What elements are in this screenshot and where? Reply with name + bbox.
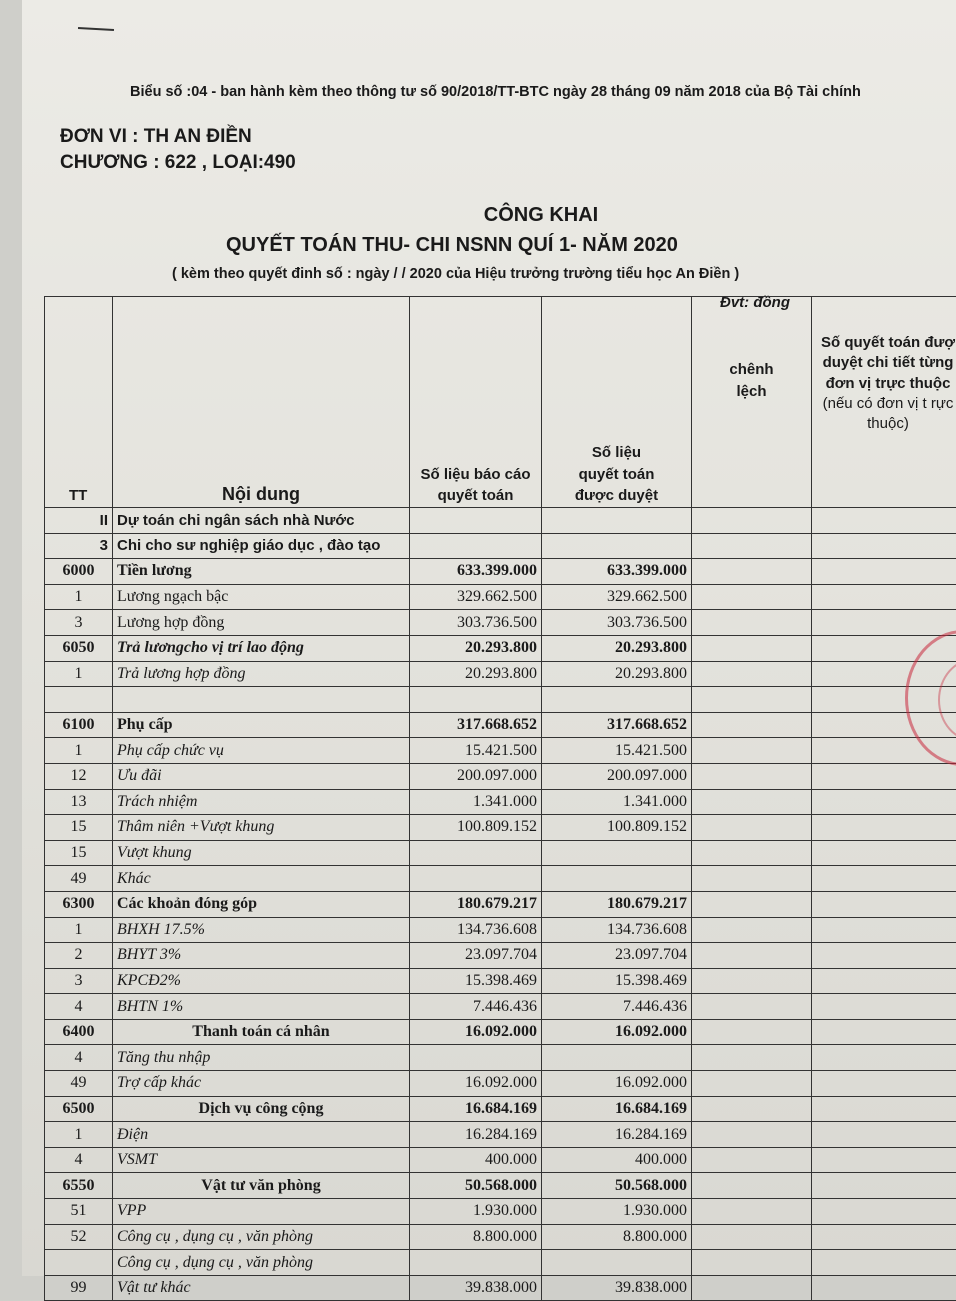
difference-value (692, 1173, 812, 1199)
reported-value: 50.568.000 (410, 1173, 542, 1199)
row-code: 4 (45, 1147, 113, 1173)
row-content: Dịch vụ công cộng (113, 1096, 410, 1122)
reported-value: 16.684.169 (410, 1096, 542, 1122)
row-code: 3 (45, 968, 113, 994)
row-content: Vật tư văn phòng (113, 1173, 410, 1199)
approved-value: 15.421.500 (542, 738, 692, 764)
table-row (45, 635, 956, 661)
approved-value: 134.736.608 (542, 917, 692, 943)
table-row (45, 891, 956, 917)
reported-value: 200.097.000 (410, 763, 542, 789)
approved-value: 400.000 (542, 1147, 692, 1173)
approved-value: 180.679.217 (542, 891, 692, 917)
reported-value: 134.736.608 (410, 917, 542, 943)
row-content: Trợ cấp khác (113, 1071, 410, 1097)
reported-value: 633.399.000 (410, 559, 542, 585)
difference-value (692, 1275, 812, 1301)
table-row (45, 687, 956, 713)
detail-value (812, 1122, 956, 1148)
row-code (45, 1250, 113, 1276)
approved-value (542, 866, 692, 892)
row-content: Thâm niên +Vượt khung (113, 815, 410, 841)
difference-value (692, 533, 812, 559)
settlement-table (44, 296, 956, 1301)
row-code: 1 (45, 661, 113, 687)
reported-value: 15.421.500 (410, 738, 542, 764)
table-row (45, 1173, 956, 1199)
row-content: VSMT (113, 1147, 410, 1173)
row-content: Tiền lương (113, 559, 410, 585)
reported-value: 16.284.169 (410, 1122, 542, 1148)
row-code: 13 (45, 789, 113, 815)
reported-value: 329.662.500 (410, 584, 542, 610)
difference-value (692, 891, 812, 917)
difference-value (692, 559, 812, 585)
difference-value (692, 635, 812, 661)
row-content: Dự toán chi ngân sách nhà Nước (113, 508, 410, 534)
detail-value (812, 1019, 956, 1045)
table-row (45, 610, 956, 636)
detail-value (812, 891, 956, 917)
approved-value: 303.736.500 (542, 610, 692, 636)
row-code: 6300 (45, 891, 113, 917)
difference-value (692, 687, 812, 713)
difference-value (692, 968, 812, 994)
difference-value (692, 1019, 812, 1045)
row-code: 4 (45, 994, 113, 1020)
approved-value: 23.097.704 (542, 943, 692, 969)
row-code: 1 (45, 1122, 113, 1148)
detail-value (812, 559, 956, 585)
chapter-code: CHƯƠNG : 622 , LOẠI:490 (60, 152, 296, 174)
table-row (45, 533, 956, 559)
detail-value (812, 763, 956, 789)
col-header-reported: Số liệu báo cáo quyết toán (410, 297, 542, 508)
row-code: 1 (45, 917, 113, 943)
table-row (45, 559, 956, 585)
difference-value (692, 789, 812, 815)
difference-value (692, 1147, 812, 1173)
row-content: Chi cho sư nghiệp giáo dục , đào tạo (113, 533, 410, 559)
row-content: VPP (113, 1199, 410, 1225)
detail-value (812, 866, 956, 892)
reported-value: 1.341.000 (410, 789, 542, 815)
reported-value: 8.800.000 (410, 1224, 542, 1250)
detail-value (812, 840, 956, 866)
row-code: 15 (45, 840, 113, 866)
table-row (45, 840, 956, 866)
table-row (45, 661, 956, 687)
table-row (45, 968, 956, 994)
approved-value: 329.662.500 (542, 584, 692, 610)
row-content: KPCĐ2% (113, 968, 410, 994)
document-title: CÔNG KHAI (0, 204, 956, 227)
reported-value: 20.293.800 (410, 635, 542, 661)
table-row (45, 789, 956, 815)
difference-value (692, 661, 812, 687)
detail-value (812, 1071, 956, 1097)
row-code: 6550 (45, 1173, 113, 1199)
approved-value: 8.800.000 (542, 1224, 692, 1250)
approved-value: 100.809.152 (542, 815, 692, 841)
row-content (113, 687, 410, 713)
reported-value (410, 1250, 542, 1276)
table-row (45, 1275, 956, 1301)
difference-value (692, 1071, 812, 1097)
row-code: 99 (45, 1275, 113, 1301)
table-row (45, 943, 956, 969)
row-content: Công cụ , dụng cụ , văn phòng (113, 1250, 410, 1276)
col-header-tt: TT (45, 297, 113, 508)
row-content: Điện (113, 1122, 410, 1148)
row-code: 49 (45, 866, 113, 892)
currency-unit: Đvt: đồng (720, 294, 790, 311)
col-header-detail: Số quyết toán đượ duyệt chi tiết từng đơn vị trực thuộc (nếu có đơn vị t rực thuộc) (812, 297, 956, 508)
detail-value (812, 994, 956, 1020)
difference-value (692, 584, 812, 610)
difference-value (692, 1224, 812, 1250)
table-header-row (45, 297, 956, 508)
approved-value: 16.284.169 (542, 1122, 692, 1148)
table-row (45, 994, 956, 1020)
row-code: 6100 (45, 712, 113, 738)
difference-value (692, 943, 812, 969)
difference-value (692, 1199, 812, 1225)
approved-value: 39.838.000 (542, 1275, 692, 1301)
row-code: 2 (45, 943, 113, 969)
approved-value: 20.293.800 (542, 635, 692, 661)
approved-value: 200.097.000 (542, 763, 692, 789)
table-row (45, 917, 956, 943)
table-row (45, 1096, 956, 1122)
row-code: II (45, 508, 113, 534)
reported-value: 1.930.000 (410, 1199, 542, 1225)
detail-value (812, 917, 956, 943)
detail-value (812, 533, 956, 559)
detail-value (812, 1096, 956, 1122)
row-code: 6400 (45, 1019, 113, 1045)
row-content: Ưu đãi (113, 763, 410, 789)
row-code: 6050 (45, 635, 113, 661)
table-row (45, 712, 956, 738)
row-content: Phụ cấp (113, 712, 410, 738)
detail-value (812, 1045, 956, 1071)
detail-value (812, 1199, 956, 1225)
difference-value (692, 610, 812, 636)
table-row (45, 508, 956, 534)
reported-value: 400.000 (410, 1147, 542, 1173)
approved-value (542, 687, 692, 713)
approved-value: 1.341.000 (542, 789, 692, 815)
reported-value (410, 866, 542, 892)
table-row (45, 1045, 956, 1071)
reported-value: 16.092.000 (410, 1071, 542, 1097)
row-content: Vượt khung (113, 840, 410, 866)
row-content: Trách nhiệm (113, 789, 410, 815)
approved-value: 633.399.000 (542, 559, 692, 585)
table-row (45, 763, 956, 789)
difference-value (692, 815, 812, 841)
table-row (45, 866, 956, 892)
approved-value (542, 1250, 692, 1276)
detail-value (812, 508, 956, 534)
detail-value (812, 1147, 956, 1173)
row-content: Phụ cấp chức vụ (113, 738, 410, 764)
row-code: 3 (45, 533, 113, 559)
reported-value: 16.092.000 (410, 1019, 542, 1045)
row-code: 51 (45, 1199, 113, 1225)
table-row (45, 815, 956, 841)
row-code: 49 (45, 1071, 113, 1097)
difference-value (692, 738, 812, 764)
approved-value (542, 533, 692, 559)
detail-value (812, 943, 956, 969)
reported-value (410, 840, 542, 866)
row-content: Khác (113, 866, 410, 892)
row-code: 6500 (45, 1096, 113, 1122)
row-content: Công cụ , dụng cụ , văn phòng (113, 1224, 410, 1250)
approved-value (542, 1045, 692, 1071)
reported-value: 23.097.704 (410, 943, 542, 969)
reported-value: 317.668.652 (410, 712, 542, 738)
row-content: BHTN 1% (113, 994, 410, 1020)
document-subtitle: QUYẾT TOÁN THU- CHI NSNN QUÍ 1- NĂM 2020 (226, 234, 678, 257)
row-code: 15 (45, 815, 113, 841)
row-content: Thanh toán cá nhân (113, 1019, 410, 1045)
table-row (45, 1071, 956, 1097)
detail-value (812, 1173, 956, 1199)
difference-value (692, 712, 812, 738)
difference-value (692, 840, 812, 866)
detail-value (812, 1224, 956, 1250)
col-header-content: Nội dung (113, 297, 410, 508)
row-content: Tăng thu nhập (113, 1045, 410, 1071)
row-content: Vật tư khác (113, 1275, 410, 1301)
row-code: 1 (45, 738, 113, 764)
approved-value: 50.568.000 (542, 1173, 692, 1199)
reported-value: 100.809.152 (410, 815, 542, 841)
reported-value: 7.446.436 (410, 994, 542, 1020)
approved-value: 1.930.000 (542, 1199, 692, 1225)
row-code: 1 (45, 584, 113, 610)
detail-value (812, 968, 956, 994)
detail-value (812, 815, 956, 841)
approved-value (542, 508, 692, 534)
approved-value (542, 840, 692, 866)
form-reference: Biểu số :04 - ban hành kèm theo thông tư số 90/2018/TT-BTC ngày 28 tháng 09 năm 2018 của Bộ Tài chính (130, 84, 861, 100)
approved-value: 20.293.800 (542, 661, 692, 687)
col-header-difference: chênh lệch (692, 297, 812, 508)
difference-value (692, 1250, 812, 1276)
table-row (45, 1122, 956, 1148)
approved-value: 16.092.000 (542, 1071, 692, 1097)
detail-value (812, 789, 956, 815)
approved-value: 16.092.000 (542, 1019, 692, 1045)
col-header-approved: Số liệu quyết toán được duyệt (542, 297, 692, 508)
detail-value (812, 584, 956, 610)
difference-value (692, 917, 812, 943)
difference-value (692, 1045, 812, 1071)
difference-value (692, 763, 812, 789)
table-row (45, 1199, 956, 1225)
reported-value (410, 1045, 542, 1071)
difference-value (692, 508, 812, 534)
difference-value (692, 866, 812, 892)
difference-value (692, 994, 812, 1020)
reported-value: 39.838.000 (410, 1275, 542, 1301)
table-row (45, 1019, 956, 1045)
approved-value: 15.398.469 (542, 968, 692, 994)
row-code: 12 (45, 763, 113, 789)
row-content: Lương hợp đồng (113, 610, 410, 636)
row-content: BHYT 3% (113, 943, 410, 969)
row-code: 52 (45, 1224, 113, 1250)
approved-value: 7.446.436 (542, 994, 692, 1020)
difference-value (692, 1122, 812, 1148)
reported-value (410, 687, 542, 713)
reported-value: 20.293.800 (410, 661, 542, 687)
table-row (45, 1147, 956, 1173)
row-content: Lương ngạch bậc (113, 584, 410, 610)
row-content: BHXH 17.5% (113, 917, 410, 943)
table-row (45, 1224, 956, 1250)
row-code: 3 (45, 610, 113, 636)
reported-value: 303.736.500 (410, 610, 542, 636)
row-code: 4 (45, 1045, 113, 1071)
row-content: Trả lươngcho vị trí lao động (113, 635, 410, 661)
approved-value: 16.684.169 (542, 1096, 692, 1122)
unit-name: ĐƠN VI : TH AN ĐIỀN (60, 126, 252, 148)
row-code (45, 687, 113, 713)
reported-value: 15.398.469 (410, 968, 542, 994)
row-content: Trả lương hợp đồng (113, 661, 410, 687)
detail-value (812, 610, 956, 636)
detail-value (812, 1250, 956, 1276)
difference-value (692, 1096, 812, 1122)
detail-value (812, 1275, 956, 1301)
table-row (45, 738, 956, 764)
table-row (45, 584, 956, 610)
row-content: Các khoản đóng góp (113, 891, 410, 917)
reported-value (410, 533, 542, 559)
reported-value: 180.679.217 (410, 891, 542, 917)
table-row (45, 1250, 956, 1276)
row-code: 6000 (45, 559, 113, 585)
reported-value (410, 508, 542, 534)
decision-reference: ( kèm theo quyết đinh số : ngày / / 2020 của Hiệu trưởng trường tiểu học An Điền ) (172, 266, 739, 282)
approved-value: 317.668.652 (542, 712, 692, 738)
